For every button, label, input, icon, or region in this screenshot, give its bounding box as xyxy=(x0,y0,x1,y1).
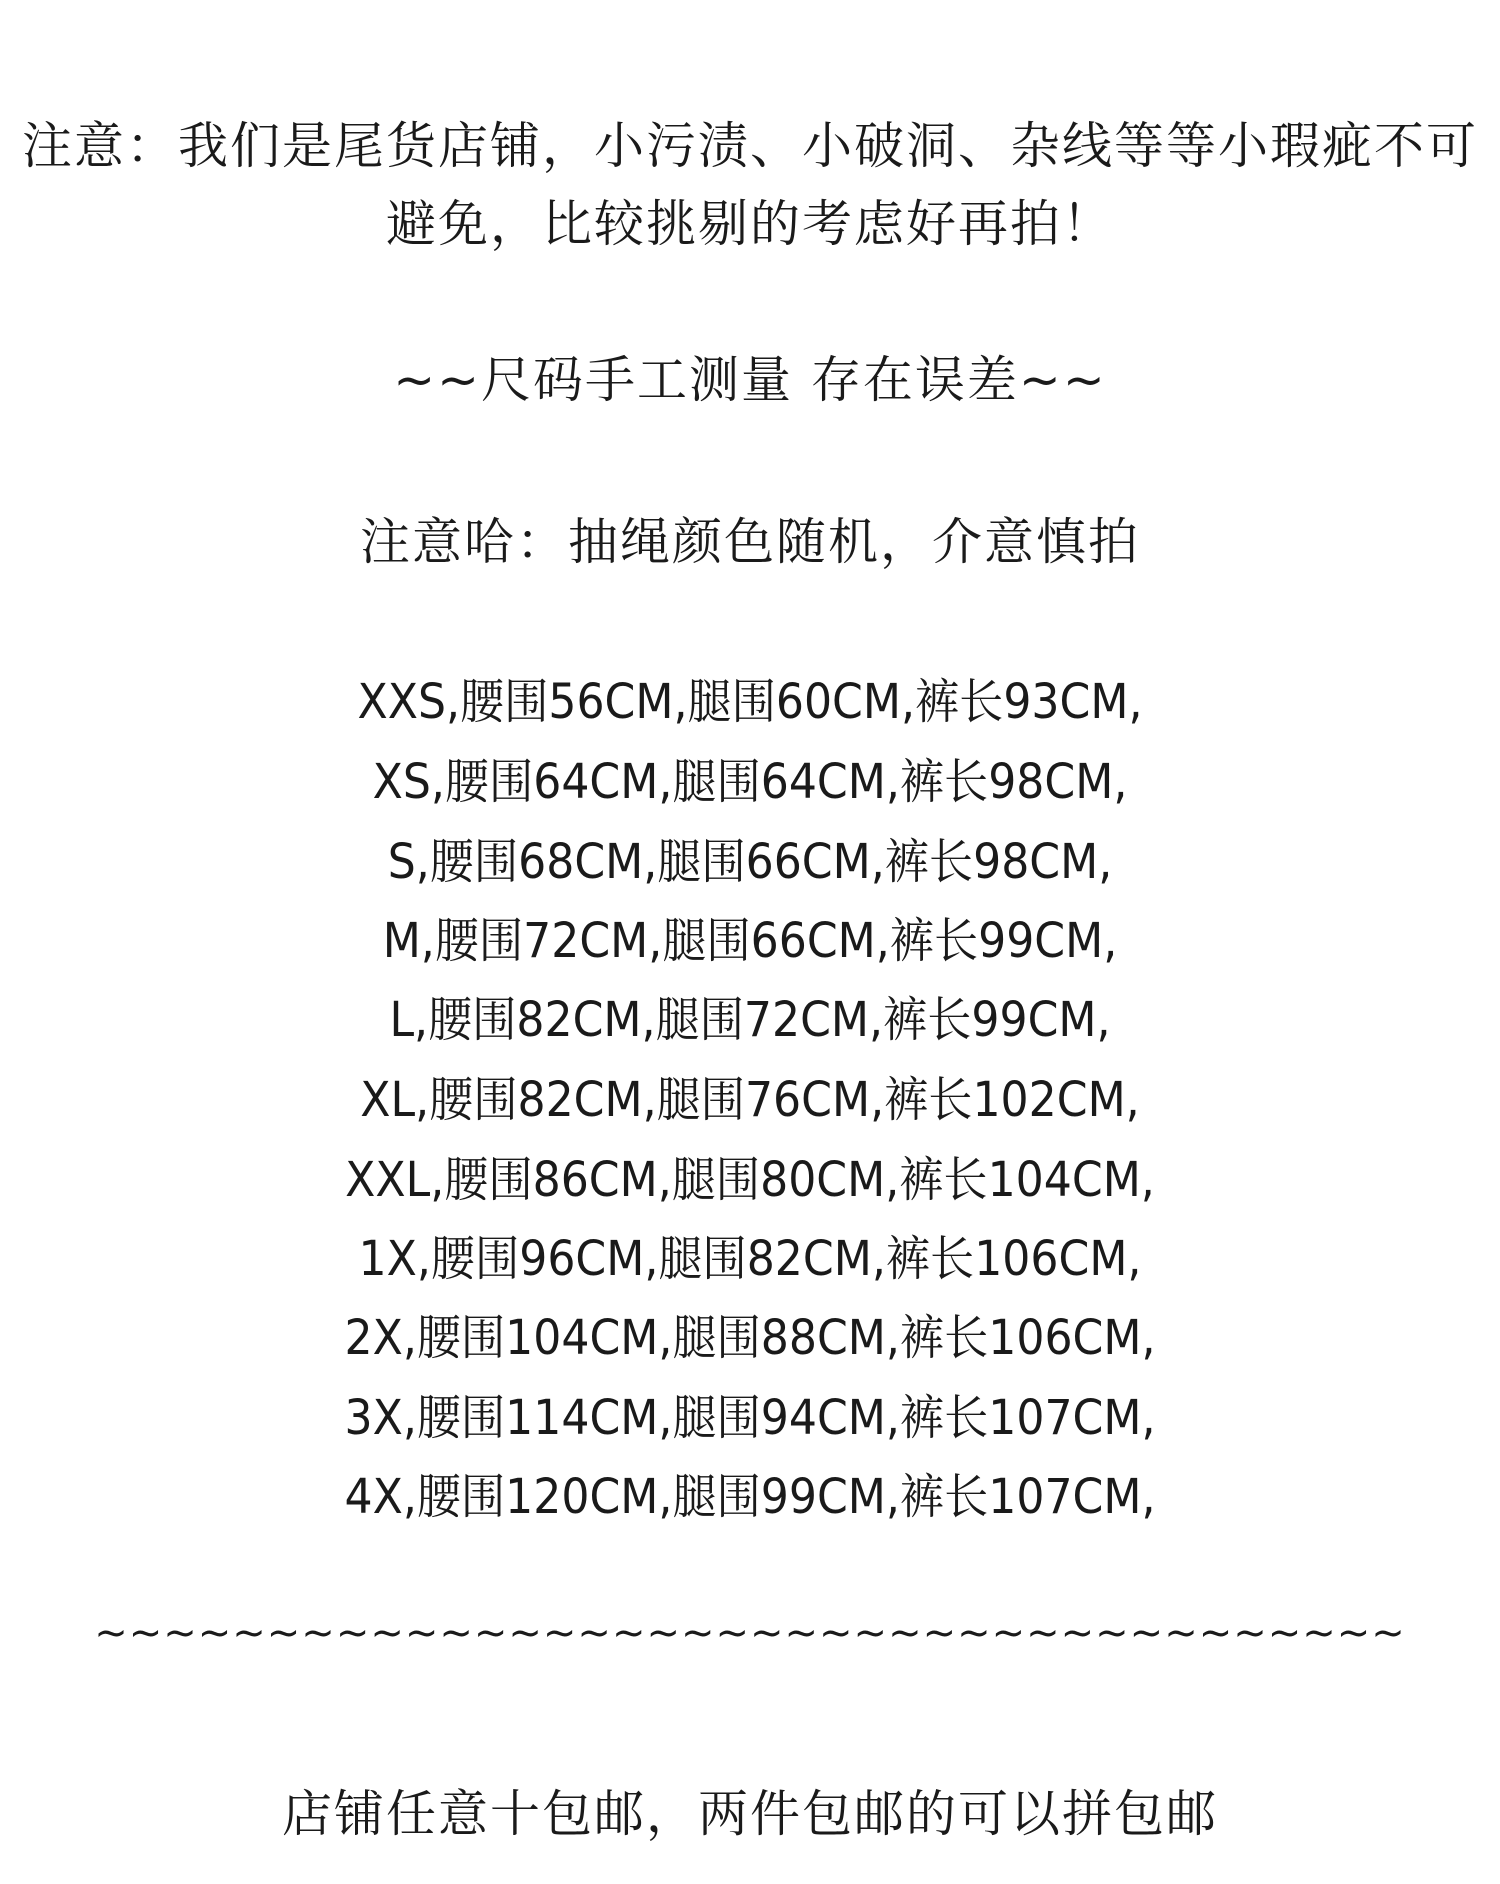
size-row-4x: 4X,腰围120CM,腿围99CM,裤长107CM, xyxy=(344,1469,1156,1525)
measurement-error-note: ~~尺码手工测量 存在误差~~ xyxy=(393,351,1107,409)
size-row-3x: 3X,腰围114CM,腿围94CM,裤长107CM, xyxy=(344,1390,1156,1446)
size-row-1x: 1X,腰围96CM,腿围82CM,裤长106CM, xyxy=(358,1231,1142,1287)
size-row-2x: 2X,腰围104CM,腿围88CM,裤长106CM, xyxy=(344,1310,1156,1366)
free-shipping-note: 店铺任意十包邮，两件包邮的可以拼包邮 xyxy=(282,1785,1218,1843)
defect-notice-line-1: 注意：我们是尾货店铺，小污渍、小破洞、杂线等等小瑕疵不可 xyxy=(22,117,1478,175)
size-row-xl: XL,腰围82CM,腿围76CM,裤长102CM, xyxy=(360,1072,1140,1128)
tilde-divider: ~~~~~~~~~~~~~~~~~~~~~~~~~~~~~~~~~~~~~~ xyxy=(94,1610,1406,1656)
size-row-xxl: XXL,腰围86CM,腿围80CM,裤长104CM, xyxy=(345,1152,1155,1208)
size-row-xs: XS,腰围64CM,腿围64CM,裤长98CM, xyxy=(372,754,1128,810)
size-row-l: L,腰围82CM,腿围72CM,裤长99CM, xyxy=(389,992,1111,1048)
defect-notice-line-2: 避免，比较挑剔的考虑好再拍！ xyxy=(386,195,1114,253)
size-row-xxs: XXS,腰围56CM,腿围60CM,裤长93CM, xyxy=(357,674,1143,730)
size-row-m: M,腰围72CM,腿围66CM,裤长99CM, xyxy=(382,913,1118,969)
size-row-s: S,腰围68CM,腿围66CM,裤长98CM, xyxy=(387,834,1113,890)
drawcord-color-note: 注意哈：抽绳颜色随机，介意慎拍 xyxy=(360,513,1140,571)
